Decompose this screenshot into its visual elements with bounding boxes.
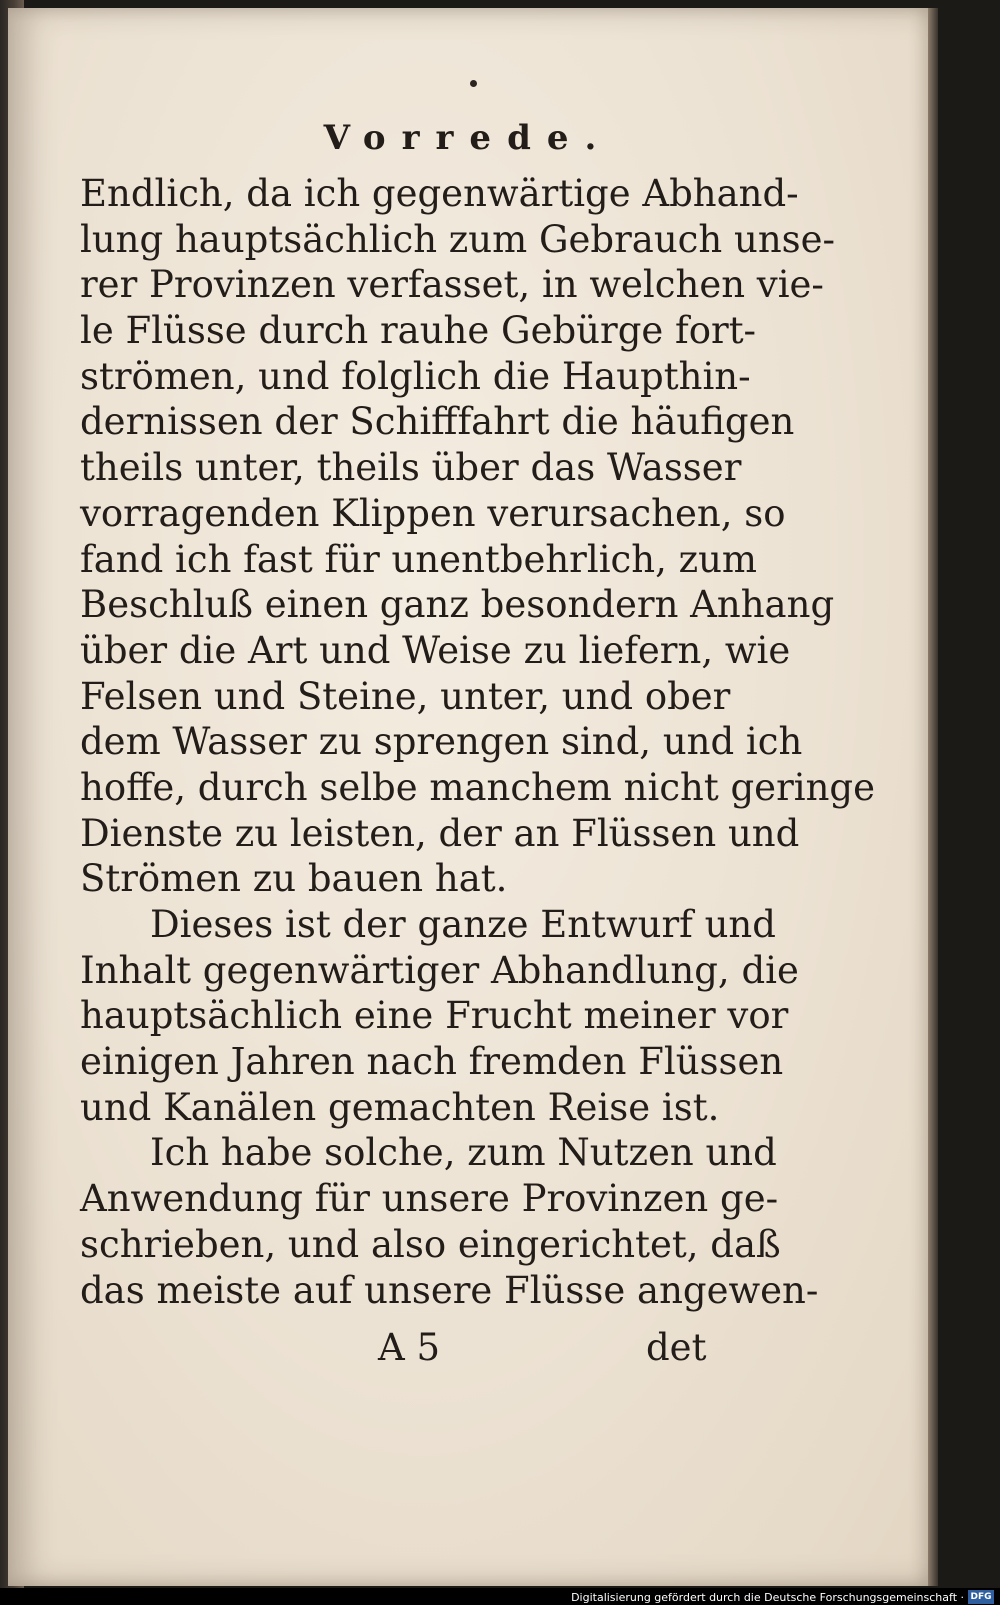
- text-line: über die Art und Weise zu liefern, wie: [80, 628, 791, 672]
- text-line: dernissen der Schifffahrt die häufigen: [80, 400, 795, 444]
- text-line: Strömen zu bauen hat.: [80, 857, 508, 901]
- ink-dot: [470, 80, 477, 87]
- text-line: und Kanälen gemachten Reise ist.: [80, 1085, 720, 1129]
- text-line: einigen Jahren nach fremden Flüssen: [80, 1040, 784, 1084]
- text-line: le Flüsse durch rauhe Gebürge fort-: [80, 309, 757, 353]
- running-header: Vorrede.: [323, 118, 613, 158]
- text-line: lung hauptsächlich zum Gebrauch unse-: [80, 217, 836, 261]
- text-line: Dienste zu leisten, der an Flüssen und: [80, 811, 800, 855]
- text-line: dem Wasser zu sprengen sind, und ich: [80, 720, 803, 764]
- text-line: hauptsächlich eine Frucht meiner vor: [80, 994, 789, 1038]
- text-line: rer Provinzen verfasset, in welchen vie-: [80, 263, 824, 307]
- signature-mark: A 5: [378, 1326, 441, 1369]
- text-line: theils unter, theils über das Wasser: [80, 446, 742, 490]
- page-footer: [8, 1326, 928, 1376]
- text-line: strömen, und folglich die Haupthin-: [80, 354, 751, 398]
- catchword: det: [646, 1326, 707, 1369]
- text-line: Endlich, da ich gegenwärtige Abhand-: [80, 172, 799, 215]
- text-line: Anwendung für unsere Provinzen ge-: [80, 1177, 779, 1221]
- credit-bar: [0, 1588, 1000, 1605]
- text-line: fand ich fast für unentbehrlich, zum: [80, 537, 758, 581]
- text-line: Inhalt gegenwärtiger Abhandlung, die: [80, 948, 799, 992]
- page-edge-shadow: [928, 8, 938, 1586]
- dfg-logo-icon: DFG: [968, 1590, 994, 1604]
- credit-text: Digitalisierung gefördert durch die Deutsche Forschungsgemeinschaft ·: [571, 1591, 964, 1604]
- text-line: Beschluß einen ganz besondern Anhang: [80, 583, 835, 627]
- text-line: hoffe, durch selbe manchem nicht geringe: [80, 765, 876, 809]
- text-line: Dieses ist der ganze Entwurf und: [150, 903, 776, 946]
- text-line: Ich habe solche, zum Nutzen und: [150, 1131, 777, 1175]
- book-page: [8, 8, 928, 1586]
- body-text: [80, 171, 876, 1313]
- text-line: schrieben, und also eingerichtet, daß: [80, 1222, 781, 1266]
- text-line: vorragenden Klippen verursachen, so: [80, 491, 786, 535]
- text-line: das meiste auf unsere Flüsse angewen-: [80, 1268, 819, 1312]
- text-line: Felsen und Steine, unter, und ober: [80, 674, 731, 718]
